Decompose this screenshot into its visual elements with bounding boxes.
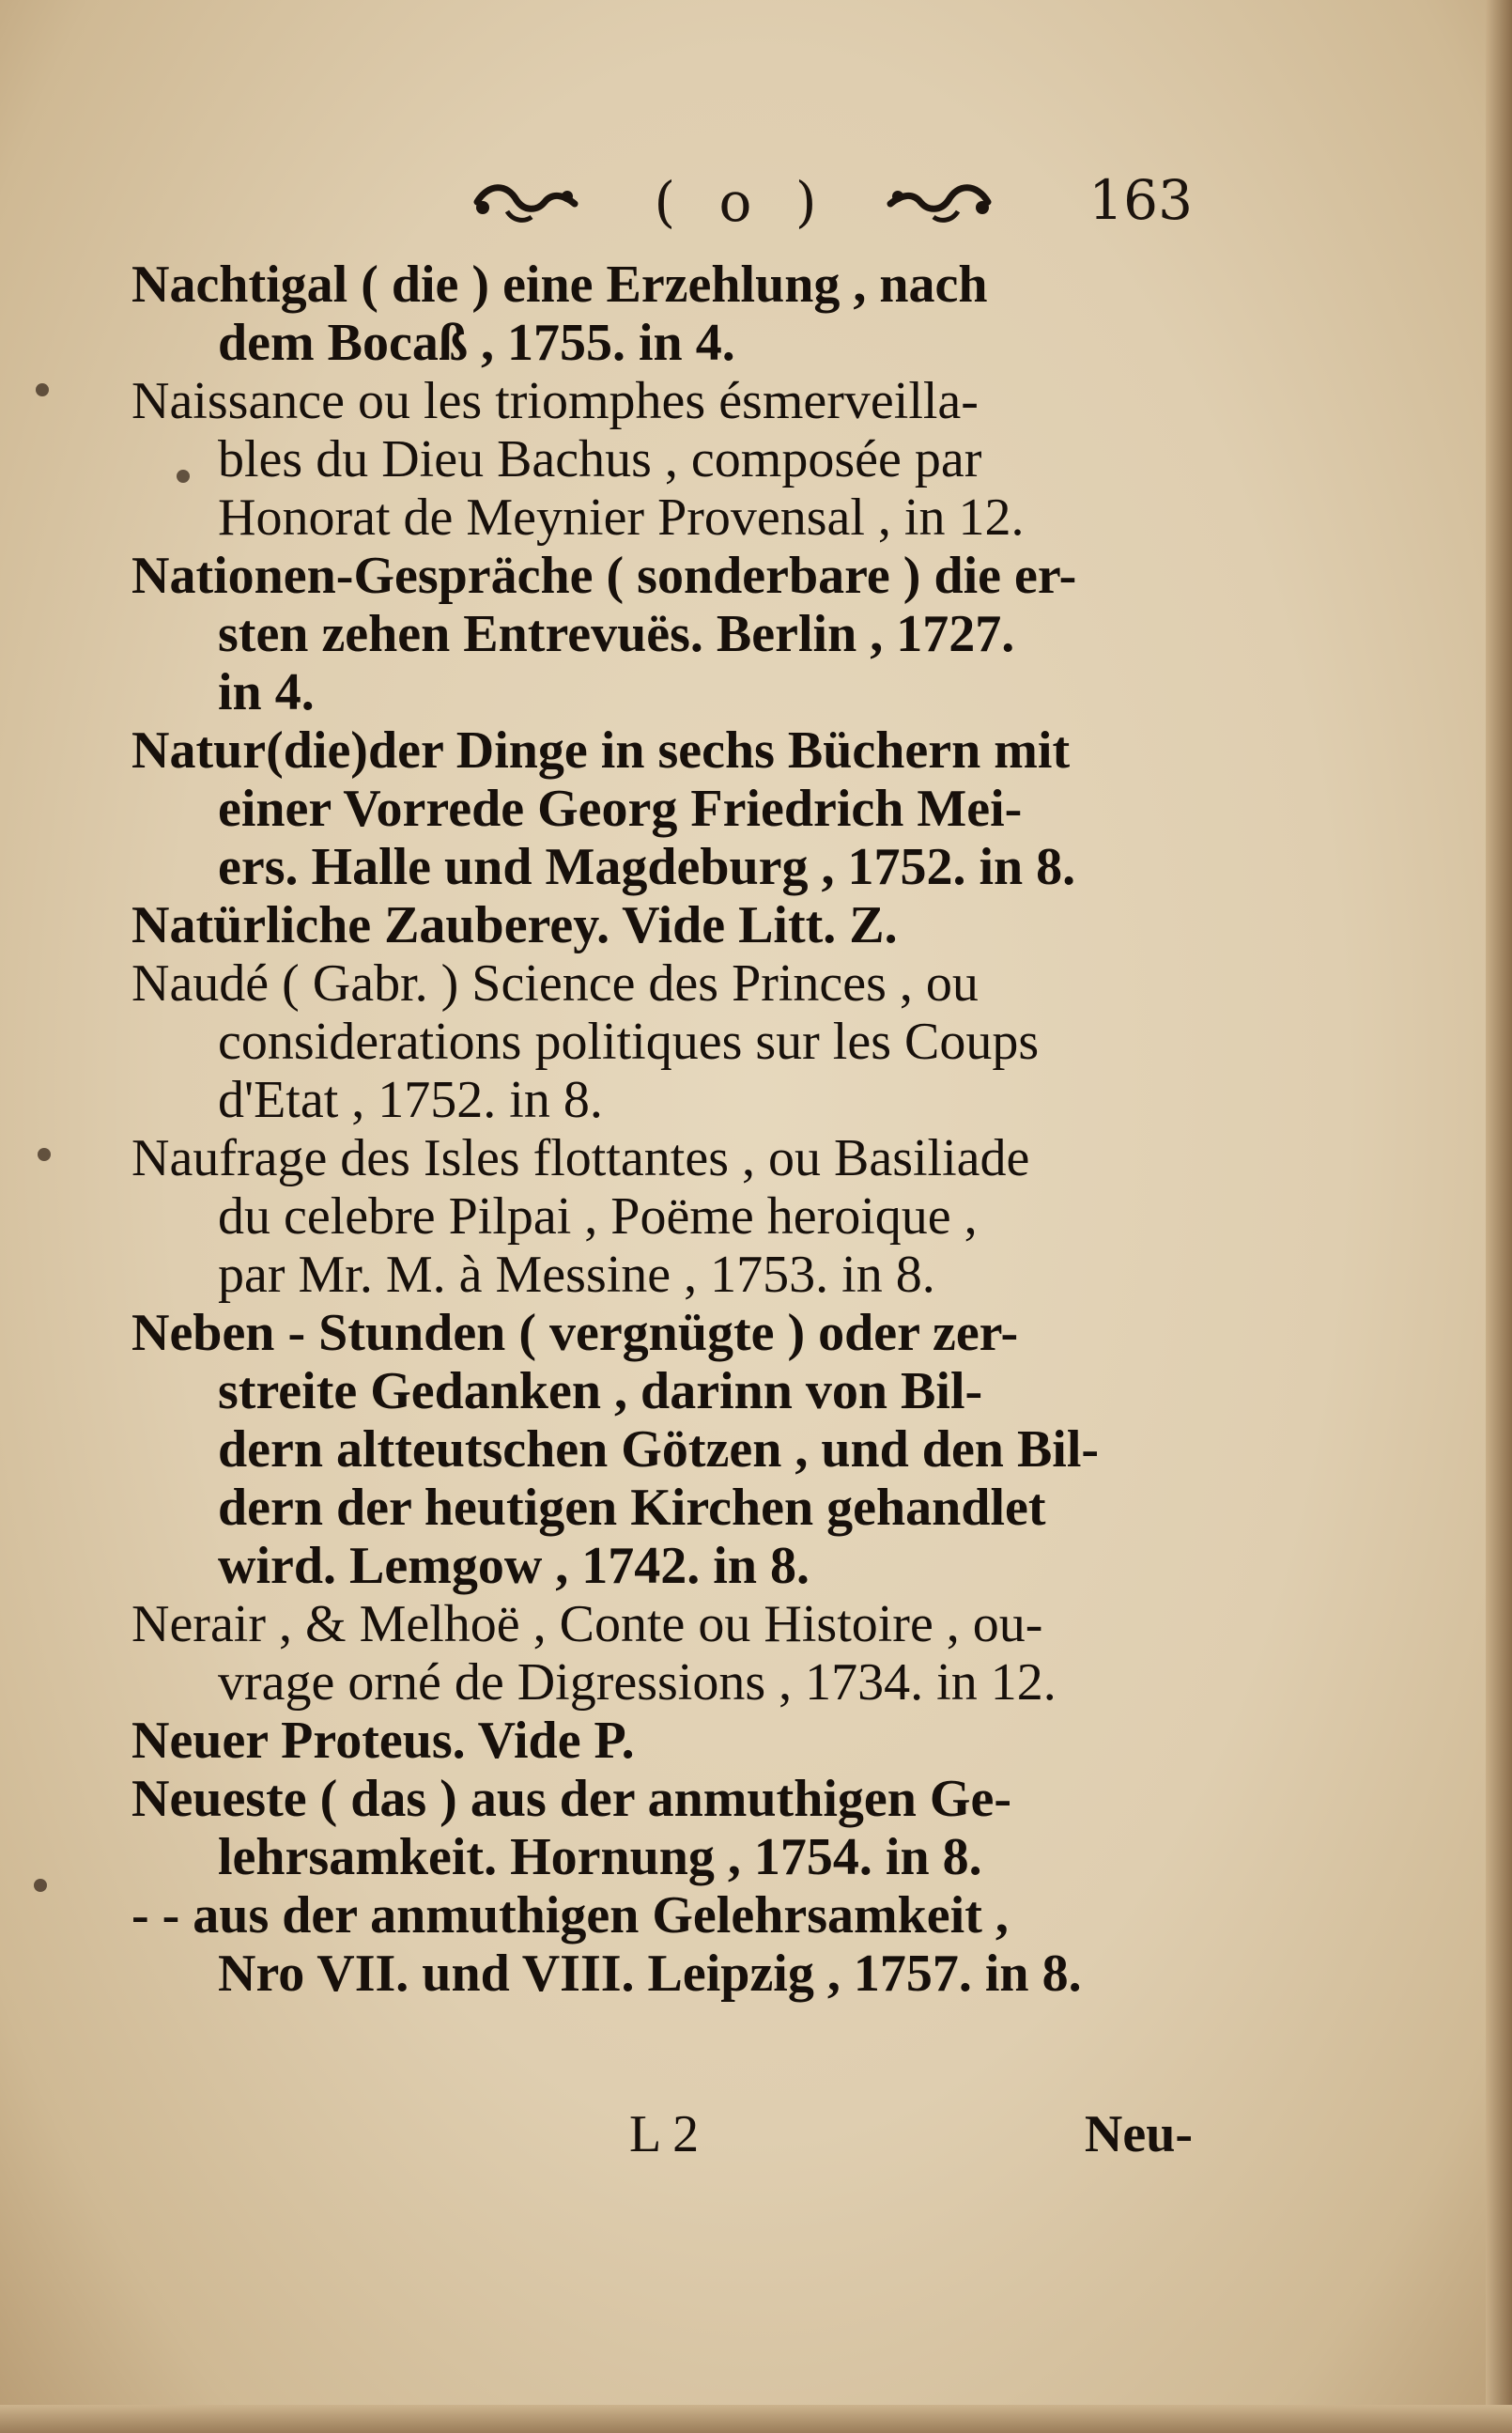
header-ornament-center: ( o ) — [654, 170, 830, 234]
entry-line: dem Bocaß , 1755. in 4. — [218, 314, 735, 372]
page-edge-shadow — [1486, 0, 1512, 2433]
entry-line: sten zehen Entrevuës. Berlin , 1727. — [218, 605, 1015, 663]
entry-line: Naufrage des Isles flottantes , ou Basiliade — [131, 1129, 1030, 1187]
entry-line: dern altteutschen Götzen , und den Bil- — [218, 1420, 1100, 1479]
entry-line: Naudé ( Gabr. ) Science des Princes , ou — [131, 954, 979, 1013]
catalog-entry — [131, 1712, 1193, 1770]
page-number: 163 — [1088, 168, 1193, 232]
page-bottom-edge — [0, 2405, 1512, 2433]
entry-line: considerations politiques sur les Coups — [218, 1013, 1040, 1071]
catalog-entry — [131, 547, 1193, 721]
entry-line: d'Etat , 1752. in 8. — [218, 1071, 603, 1129]
entry-line: Nerair , & Melhoë , Conte ou Histoire , ou- — [131, 1595, 1043, 1653]
margin-mark — [36, 383, 49, 396]
entry-line: Nro VII. und VIII. Leipzig , 1757. in 8. — [218, 1945, 1082, 2003]
catchword: Neu- — [1084, 2105, 1193, 2163]
entry-line: Naissance ou les triomphes ésmerveilla- — [131, 372, 979, 430]
margin-mark — [38, 1148, 51, 1161]
entry-line: wird. Lemgow , 1742. in 8. — [218, 1537, 810, 1595]
entry-line: einer Vorrede Georg Friedrich Mei- — [218, 780, 1023, 838]
entry-line: Honorat de Meynier Provensal , in 12. — [218, 488, 1025, 547]
entry-line: par Mr. M. à Messine , 1753. in 8. — [218, 1246, 935, 1304]
entry-line: du celebre Pilpai , Poëme heroique , — [218, 1187, 978, 1246]
fleuron-left-icon — [470, 174, 582, 230]
catalog-entry — [131, 1595, 1193, 1712]
page-header — [131, 168, 1193, 240]
entry-line: - - aus der anmuthigen Gelehrsamkeit , — [131, 1886, 1009, 1945]
entry-line: dern der heutigen Kirchen gehandlet — [218, 1479, 1046, 1537]
entry-line: Nachtigal ( die ) eine Erzehlung , nach — [131, 256, 988, 314]
entry-line: ers. Halle und Magdeburg , 1752. in 8. — [218, 838, 1076, 896]
catalog-entry — [131, 372, 1193, 547]
entry-line: Neueste ( das ) aus der anmuthigen Ge- — [131, 1770, 1011, 1828]
entry-line: Natur(die)der Dinge in sechs Büchern mit — [131, 721, 1071, 780]
entry-line: streite Gedanken , darinn von Bil- — [218, 1362, 983, 1420]
catalog-entry — [131, 954, 1193, 1129]
catalog-entry — [131, 1304, 1193, 1595]
entry-line: Neben - Stunden ( vergnügte ) oder zer- — [131, 1304, 1019, 1362]
entry-line: lehrsamkeit. Hornung , 1754. in 8. — [218, 1828, 982, 1886]
entry-line: bles du Dieu Bachus , composée par — [218, 430, 982, 488]
entry-line: Neuer Proteus. Vide P. — [131, 1712, 635, 1770]
catalog-entry — [131, 721, 1193, 896]
margin-mark — [34, 1879, 47, 1892]
catalog-entry — [131, 256, 1193, 372]
catalog-entry — [131, 1770, 1193, 1886]
catalog-entry — [131, 896, 1193, 954]
entry-line: vrage orné de Digressions , 1734. in 12. — [218, 1653, 1057, 1712]
entry-line: Natürliche Zauberey. Vide Litt. Z. — [131, 896, 898, 954]
entry-line: in 4. — [218, 663, 315, 721]
page-footer — [131, 2104, 1193, 2170]
catalog-entry — [131, 1886, 1193, 2003]
catalog-entry — [131, 1129, 1193, 1304]
catalog-entries — [131, 256, 1193, 2003]
entry-line: Nationen-Gespräche ( sonderbare ) die er- — [131, 547, 1077, 605]
fleuron-right-icon — [883, 174, 995, 230]
signature-mark: L 2 — [629, 2105, 700, 2163]
